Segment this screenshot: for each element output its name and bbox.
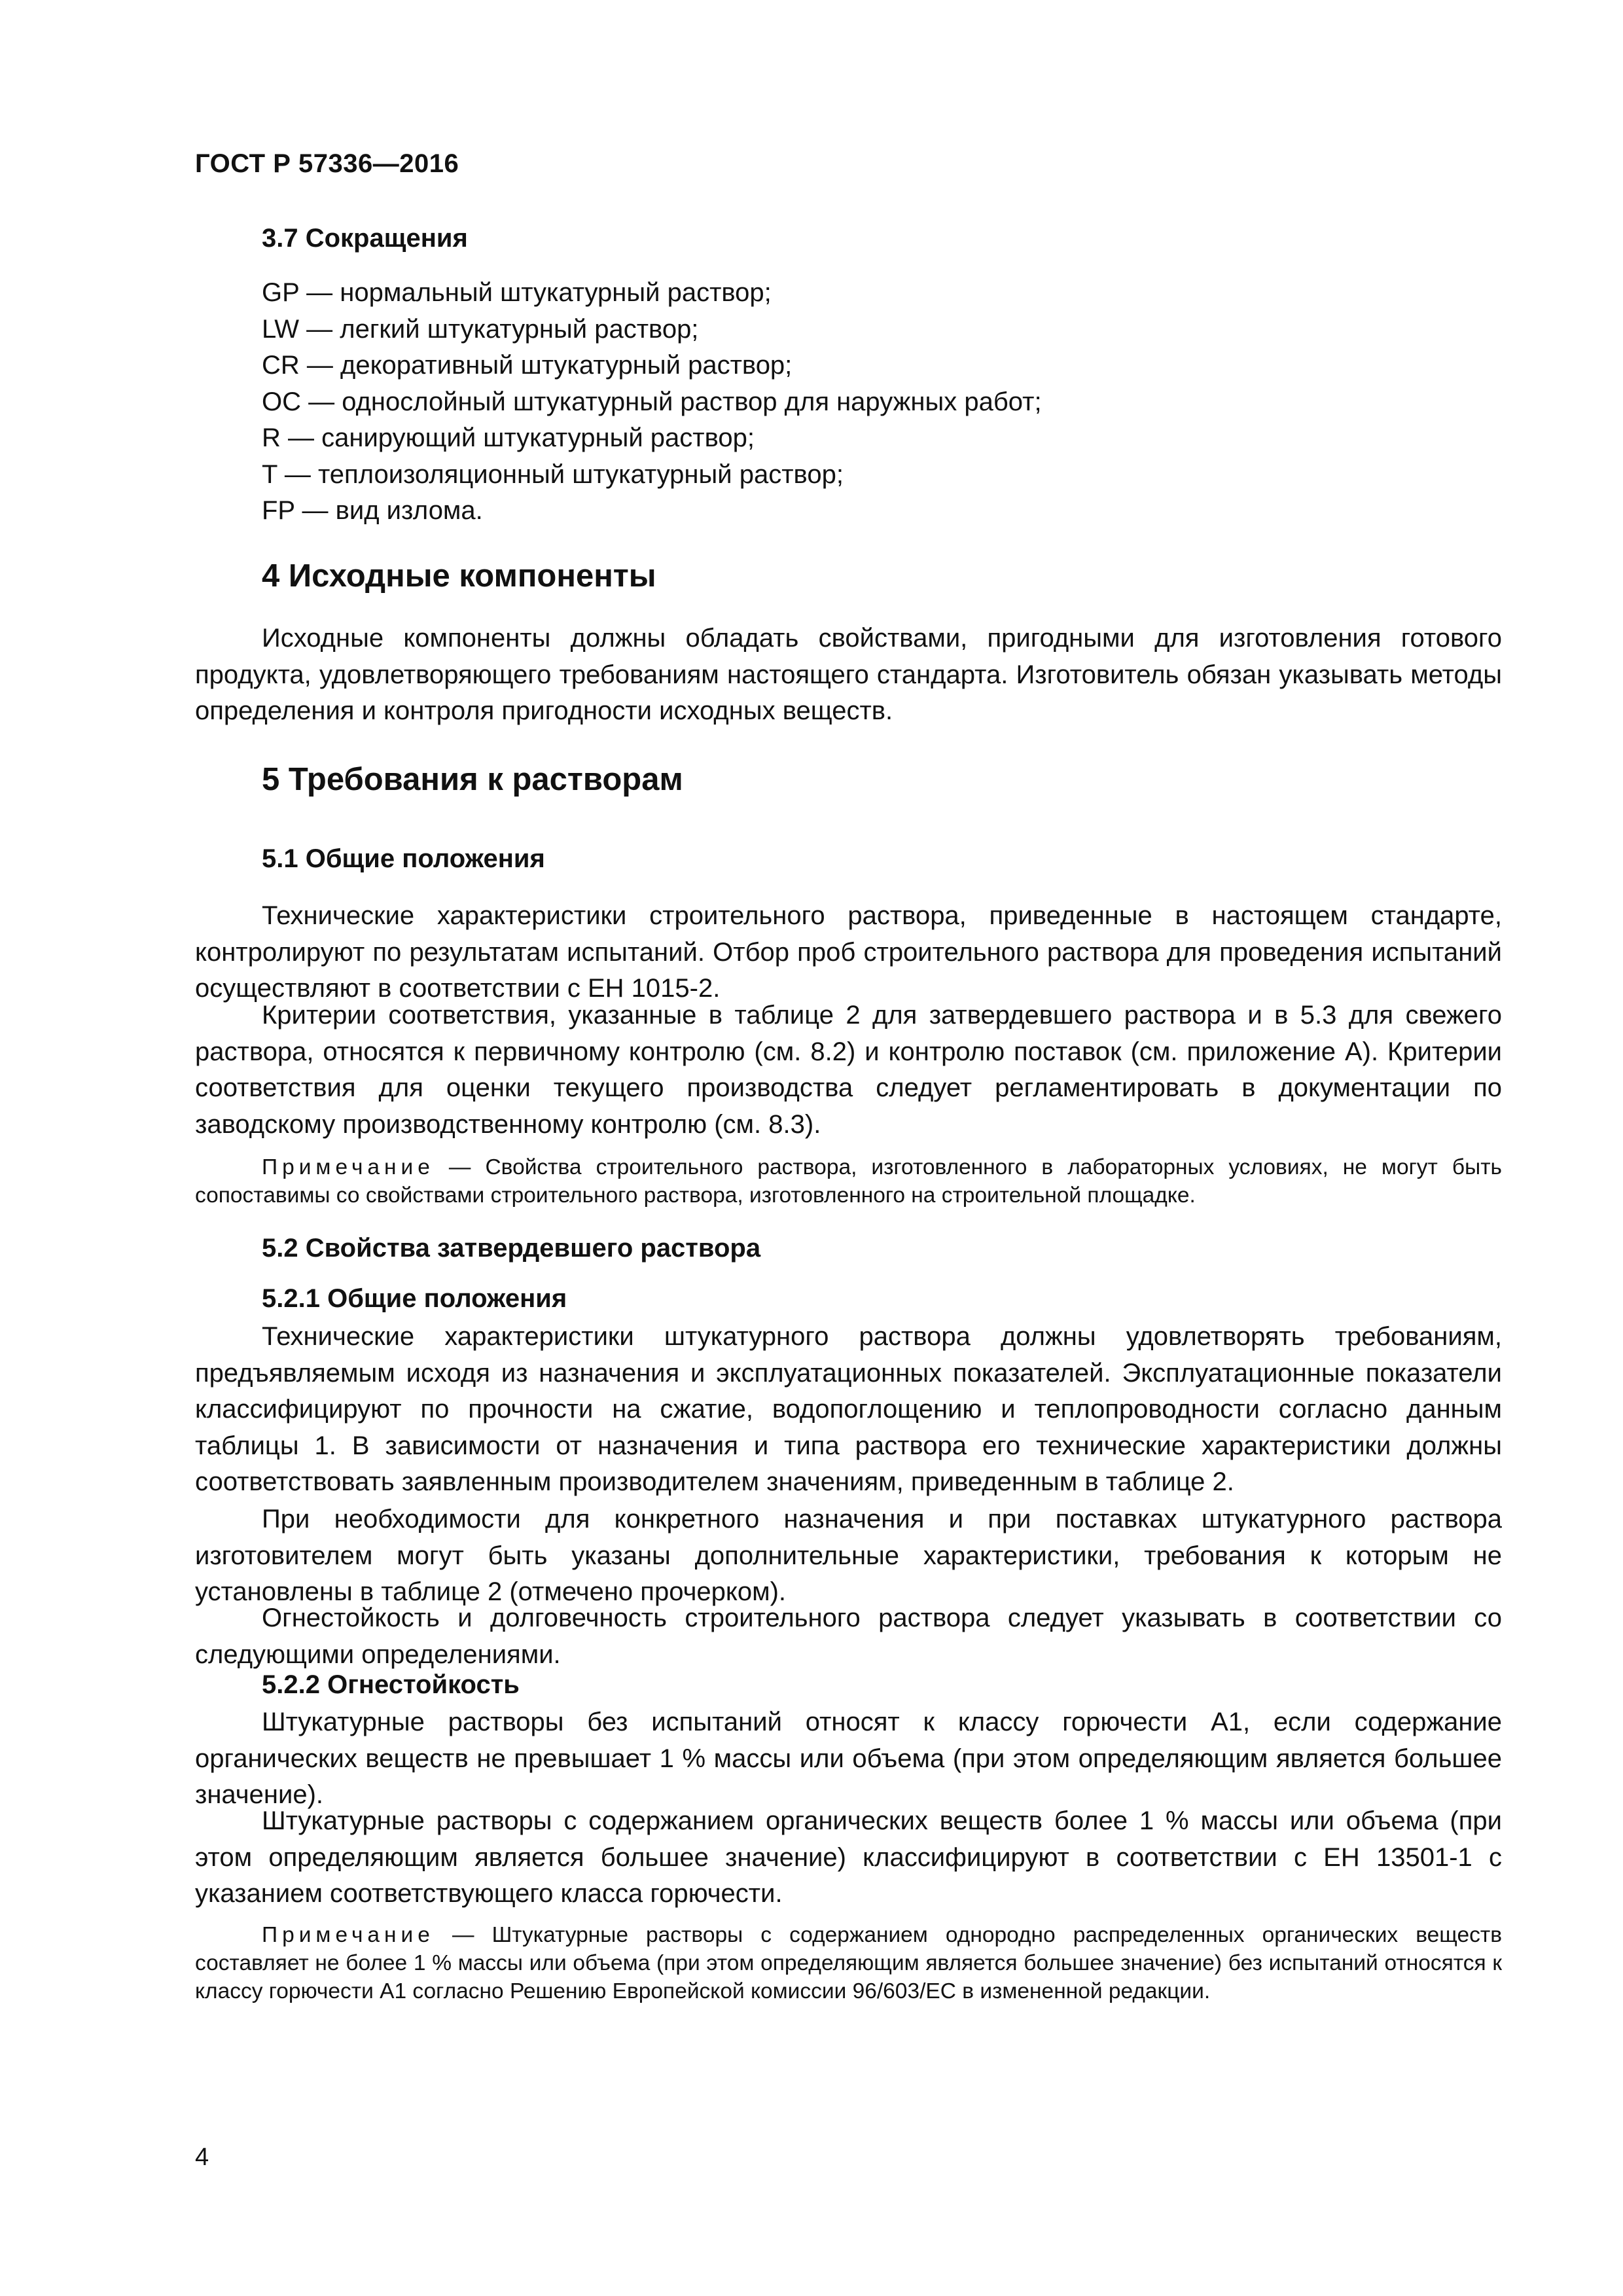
document-id: ГОСТ Р 57336—2016 [195,149,459,178]
page-number: 4 [195,2144,209,2171]
note-5-2-2 [195,1921,1502,2005]
paragraph-4-1: Исходные компоненты должны обладать свойствами, пригодными для изготовления готового продукта, удовлетворяющего требованиям настоящего стандарта. Изготовитель обязан указывать методы определения и контроля пригодности исходных веществ. [195,624,1502,725]
heading-3-7: 3.7 Сокращения [262,224,468,253]
paragraph-5-2-2-1: Штукатурные растворы без испытаний относят к классу горючести А1, если содержание органических веществ не превышает 1 % массы или объема (при этом определяющим является большее значение). [195,1708,1502,1809]
heading-5-2: 5.2 Свойства затвердевшего раствора [262,1234,761,1263]
note-text: — Штукатурные растворы с содержанием однородно распределенных органических веществ составляет не более 1 % массы или объема (при этом определяющим является большее значение) без испытаний относятся к классу горючести А1 согласно Решению Европейской комиссии 96/603/ЕС в измененной редакции. [195,1923,1502,2003]
abbreviation-list [262,275,1042,529]
list-item: GP — нормальный штукатурный раствор; [262,278,772,307]
note-text: — Свойства строительного раствора, изготовленного в лабораторных условиях, не могут быть сопоставимы со свойствами строительного раствора, изготовленного на строительной площадке. [195,1155,1502,1208]
heading-4: 4 Исходные компоненты [262,558,656,594]
list-item: R — санирующий штукатурный раствор; [262,423,755,452]
heading-5-2-1: 5.2.1 Общие положения [262,1284,567,1313]
note-5-1 [195,1153,1502,1210]
heading-5-1: 5.1 Общие положения [262,844,545,873]
paragraph-5-1-2: Критерии соответствия, указанные в таблице 2 для затвердевшего раствора и в 5.3 для свежего раствора, относятся к первичному контролю (см. 8.2) и контролю поставок (см. приложение А). Критерии соответствия для оценки текущего производства следует регламентировать в документации по заводскому производственному контролю (см. 8.3). [195,1001,1502,1139]
note-label: Примечание [262,1923,435,1947]
paragraph-5-2-1-3: Огнестойкость и долговечность строительного раствора следует указывать в соответствии со следующими определениями. [195,1604,1502,1669]
heading-5: 5 Требования к растворам [262,762,683,797]
list-item: LW — легкий штукатурный раствор; [262,314,699,344]
paragraph-5-2-2-2: Штукатурные растворы с содержанием органических веществ более 1 % массы или объема (при этом определяющим является большее значение) классифицируют в соответствии с ЕН 13501-1 с указанием соответствующего класса горючести. [195,1806,1502,1908]
note-label: Примечание [262,1155,435,1179]
heading-5-2-2: 5.2.2 Огнестойкость [262,1670,520,1699]
paragraph-5-1-1: Технические характеристики строительного раствора, приведенные в настоящем стандарте, контролируют по результатам испытаний. Отбор проб строительного раствора для проведения испытаний осуществляют в соответствии с ЕН 1015-2. [195,901,1502,1003]
paragraph-5-2-1-1: Технические характеристики штукатурного раствора должны удовлетворять требованиям, предъявляемым исходя из назначения и эксплуатационных показателей. Эксплуатационные показатели классифицируют по прочности на сжатие, водопоглощению и теплопроводности согласно данным таблицы 1. В зависимости от назначения и типа раствора его технические характеристики должны соответствовать заявленным производителем значениям, приведенным в таблице 2. [195,1322,1502,1496]
list-item: T — теплоизоляционный штукатурный раствор; [262,459,844,489]
list-item: OC — однослойный штукатурный раствор для наружных работ; [262,387,1042,416]
list-item: CR — декоративный штукатурный раствор; [262,351,793,380]
list-item: FP — вид излома. [262,496,483,525]
paragraph-5-2-1-2: При необходимости для конкретного назначения и при поставках штукатурного раствора изготовителем могут быть указаны дополнительные характеристики, требования к которым не установлены в таблице 2 (отмечено прочерком). [195,1505,1502,1606]
